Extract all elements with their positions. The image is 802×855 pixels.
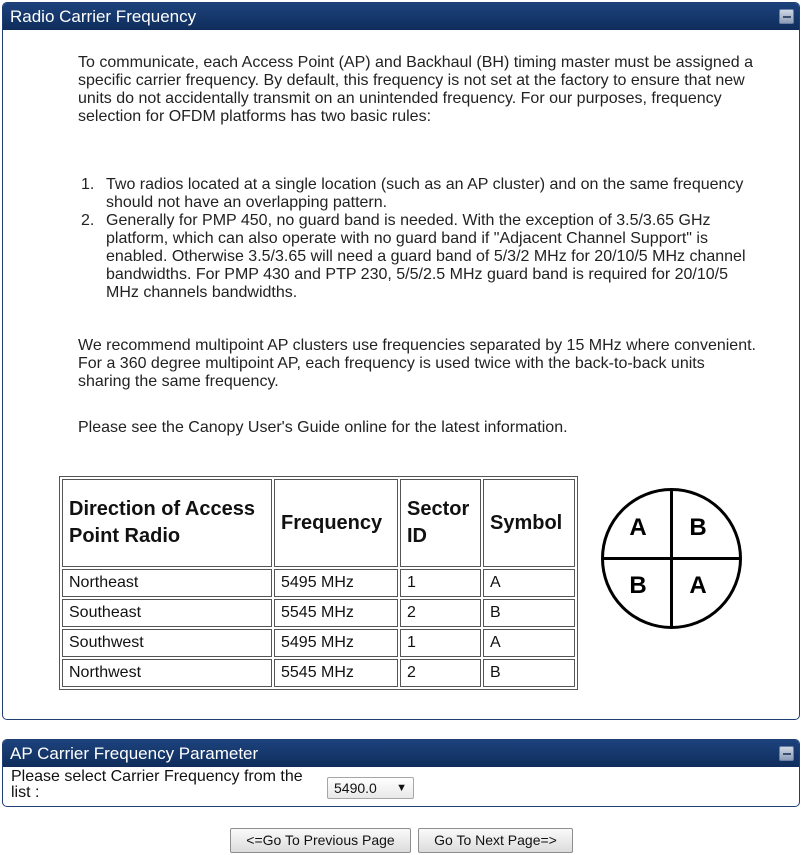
sector-diagram [600, 487, 743, 630]
rule-item [78, 176, 758, 212]
table-cell: Southeast [62, 599, 272, 627]
panel-title: Radio Carrier Frequency [10, 7, 197, 26]
table-cell: 1 [400, 629, 481, 657]
radio-carrier-frequency-panel [2, 2, 800, 720]
rule-item [78, 212, 758, 302]
table-cell: 5545 MHz [274, 599, 398, 627]
recommendation-paragraph: We recommend multipoint AP clusters use frequencies separated by 15 MHz where convenient. For a 360 degree multipoint AP, each frequency is used twice with the back-to-back units sharing the same frequency. [78, 337, 756, 390]
table-cell: Northwest [62, 659, 272, 687]
rules-list [78, 176, 758, 302]
column-header: Direction of Access Point Radio [62, 479, 272, 567]
table-cell: Southwest [62, 629, 272, 657]
ap-carrier-frequency-panel [2, 739, 800, 807]
frequency-table [59, 476, 578, 690]
panel-header [3, 3, 799, 30]
table-header-row [62, 479, 575, 567]
panel-header [3, 740, 799, 767]
collapse-icon[interactable] [779, 746, 794, 761]
collapse-icon[interactable] [779, 9, 794, 24]
table-cell: B [483, 659, 575, 687]
table-cell: 2 [400, 659, 481, 687]
next-page-button[interactable]: Go To Next Page=> [418, 828, 573, 853]
table-cell: Northeast [62, 569, 272, 597]
sector-label: B [689, 514, 707, 541]
column-header: Symbol [483, 479, 575, 567]
sector-label: A [689, 572, 707, 599]
table-cell: B [483, 599, 575, 627]
table-row [62, 599, 575, 627]
table-row [62, 629, 575, 657]
table-cell: A [483, 569, 575, 597]
rule-number: 2. [81, 212, 95, 229]
carrier-frequency-select[interactable] [327, 777, 414, 799]
table-cell: 1 [400, 569, 481, 597]
column-header: Frequency [274, 479, 398, 567]
column-header: Sector ID [400, 479, 481, 567]
chevron-down-icon: ▼ [396, 782, 407, 794]
select-value: 5490.0 [334, 780, 377, 796]
sector-label: B [629, 572, 647, 599]
table-cell: 5495 MHz [274, 569, 398, 597]
previous-page-button[interactable]: <=Go To Previous Page [230, 828, 411, 853]
rule-text: Generally for PMP 450, no guard band is needed. With the exception of 3.5/3.65 GHz platform, which can also operate with no guard band if "Adjacent Channel Support" is enabled. Otherwise 3.5/3.65 will need a guard band of 5/3/2 MHz for 20/10/5 MHz channel bandwidths. For PMP 430 and PTP 230, 5/5/2.5 MHz guard band is required for 20/10/5 MHz channels bandwidths. [106, 212, 746, 301]
table-cell: 5495 MHz [274, 629, 398, 657]
sector-label: A [629, 514, 647, 541]
table-cell: A [483, 629, 575, 657]
intro-paragraph: To communicate, each Access Point (AP) and Backhaul (BH) timing master must be assigned a specific carrier frequency. By default, this frequency is not set at the factory to ensure that new units do not accidentally transmit on an unintended frequency. For our purposes, frequency selection for OFDM platforms has two basic rules: [78, 54, 753, 125]
carrier-frequency-label: Please select Carrier Frequency from the list : [11, 768, 303, 801]
rule-number: 1. [81, 176, 95, 193]
table-cell: 5545 MHz [274, 659, 398, 687]
rule-text: Two radios located at a single location (such as an AP cluster) and on the same frequency should not have an overlapping pattern. [106, 176, 744, 211]
table-cell: 2 [400, 599, 481, 627]
user-guide-note: Please see the Canopy User's Guide online for the latest information. [78, 419, 568, 436]
table-row [62, 569, 575, 597]
panel-title: AP Carrier Frequency Parameter [10, 744, 259, 763]
table-row [62, 659, 575, 687]
